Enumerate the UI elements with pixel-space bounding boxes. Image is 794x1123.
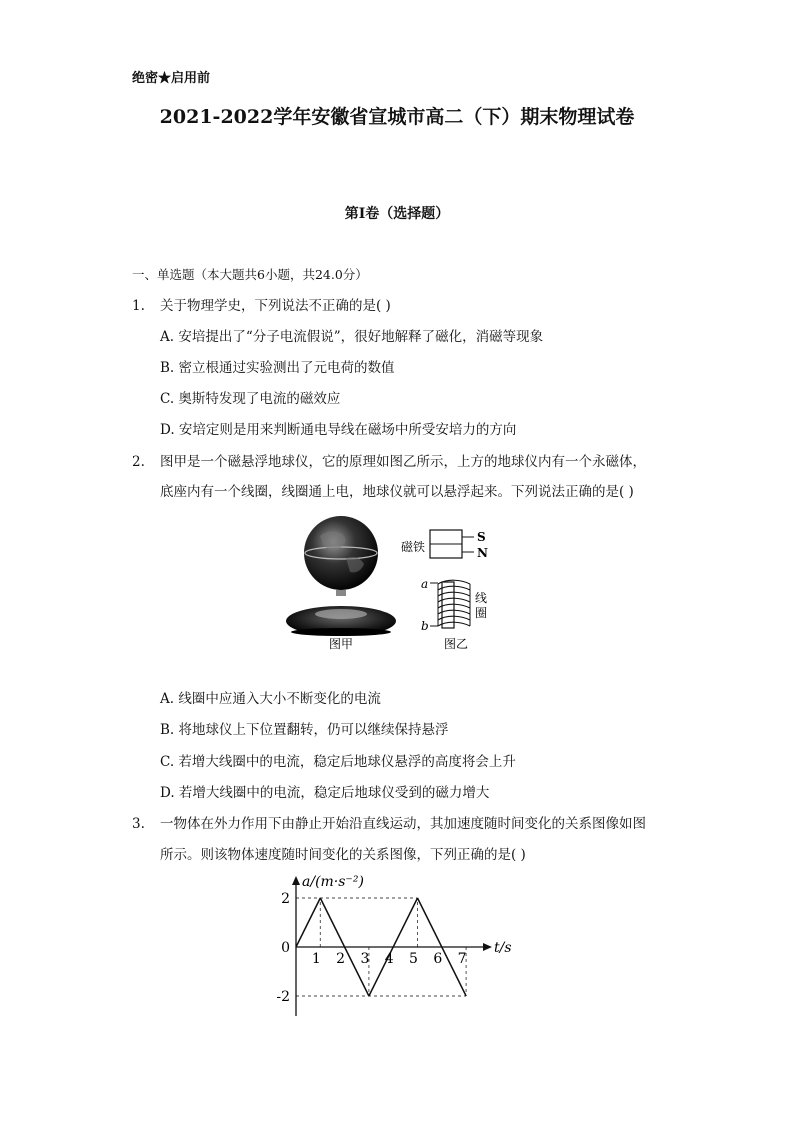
coil-diagram xyxy=(430,580,470,628)
q1-option-d: D. 安培定则是用来判断通电导线在磁场中所受安培力的方向 xyxy=(160,422,517,438)
x-tick-label: 5 xyxy=(409,951,418,967)
magnet-label: 磁铁 xyxy=(400,540,425,554)
q2-option-a: A. 线圈中应通入大小不断变化的电流 xyxy=(160,691,381,707)
y-tick-label: 2 xyxy=(281,891,290,907)
x-tick-label: 1 xyxy=(311,951,321,967)
q2-stem-line2: 底座内有一个线圈，线圈通上电，地球仪就可以悬浮起来。下列说法正确的是( ) xyxy=(160,484,634,500)
coil-label-1: 线 xyxy=(475,591,488,605)
q3-stem-line2: 所示。则该物体速度随时间变化的关系图像，下列正确的是( ) xyxy=(160,847,526,863)
x-tick-label: 2 xyxy=(336,951,346,967)
y-tick-label: -2 xyxy=(276,989,290,1005)
section-heading: 一、单选题（本大题共6小题，共24.0分） xyxy=(132,267,368,282)
x-axis-arrow xyxy=(483,943,492,951)
q2-number: 2. xyxy=(132,454,145,470)
fig-jia-label: 图甲 xyxy=(328,637,354,651)
x-tick-label: 3 xyxy=(360,951,370,967)
q2-figure xyxy=(280,508,512,654)
q3-stem-line1: 一物体在外力作用下由静止开始沿直线运动，其加速度随时间变化的关系图像如图 xyxy=(160,816,646,832)
q1-number: 1. xyxy=(132,298,145,314)
secret-mark: 绝密★启用前 xyxy=(132,71,211,86)
fig-yi-label: 图乙 xyxy=(443,637,469,651)
x-tick-label: 4 xyxy=(384,951,394,967)
y-axis-label: a/(m·s⁻²) xyxy=(302,874,364,890)
q2-option-b: B. 将地球仪上下位置翻转，仍可以继续保持悬浮 xyxy=(160,722,449,738)
pole-s-label: S xyxy=(477,530,486,544)
q2-option-c: C. 若增大线圈中的电流，稳定后地球仪悬浮的高度将会上升 xyxy=(160,754,516,770)
coil-label-2: 圈 xyxy=(475,606,488,620)
q1-option-b: B. 密立根通过实验测出了元电荷的数值 xyxy=(160,360,395,376)
x-axis-label: t/s xyxy=(494,940,512,956)
q1-stem: 关于物理学史，下列说法不正确的是( ) xyxy=(160,298,391,314)
x-tick-label: 6 xyxy=(433,951,443,967)
x-tick-label: 7 xyxy=(457,951,467,967)
y-axis-arrow xyxy=(292,876,300,885)
pole-n-label: N xyxy=(477,546,488,560)
acceleration-time-chart xyxy=(270,866,530,1016)
q3-number: 3. xyxy=(132,816,145,832)
q2-stem-line1: 图甲是一个磁悬浮地球仪，它的原理如图乙所示，上方的地球仪内有一个永磁体， xyxy=(160,454,646,470)
exam-title: 2021-2022学年安徽省宣城市高二（下）期末物理试卷 xyxy=(159,106,635,128)
series-segment xyxy=(296,898,320,947)
maglev-globe-picture xyxy=(286,516,396,636)
q1-option-c: C. 奥斯特发现了电流的磁效应 xyxy=(160,391,341,407)
volume-title: 第I卷（选择题） xyxy=(344,206,450,222)
q2-option-d: D. 若增大线圈中的电流，稳定后地球仪受到的磁力增大 xyxy=(160,785,490,801)
terminal-a-label: a xyxy=(421,577,429,591)
q1-option-a: A. 安培提出了“分子电流假说”，很好地解释了磁化，消磁等现象 xyxy=(160,329,544,345)
y-tick-label: 0 xyxy=(281,940,290,956)
terminal-b-label: b xyxy=(421,619,429,633)
